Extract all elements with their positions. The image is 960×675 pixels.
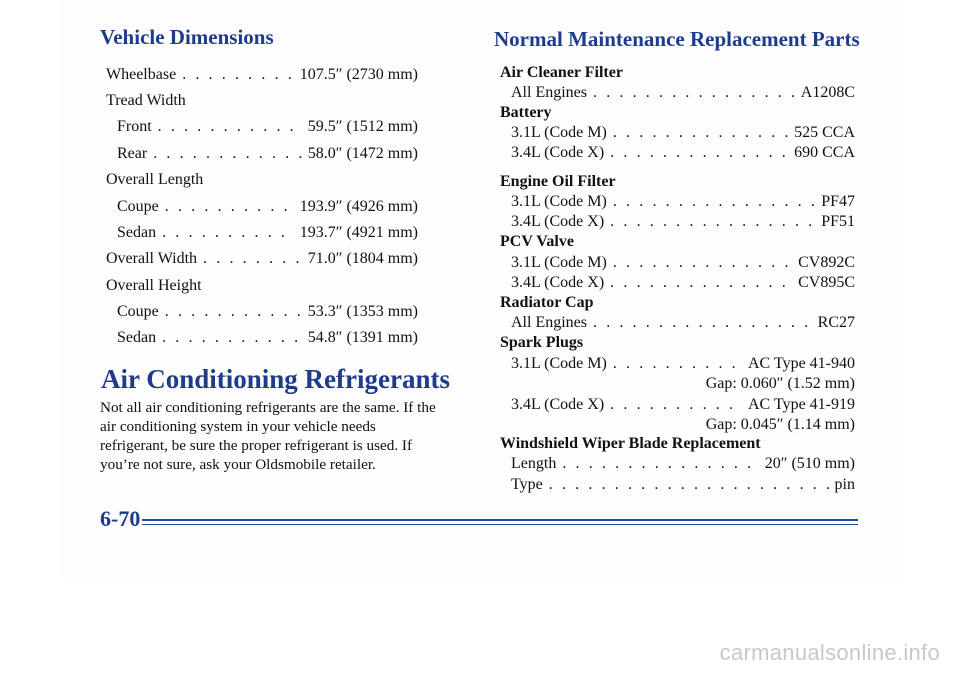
dot-leader [610, 213, 815, 231]
wiper-type-row [511, 476, 855, 494]
spark-plug-x-value: AC Type 41-919 [747, 396, 855, 413]
maintenance-parts-heading: Normal Maintenance Replacement Parts [494, 27, 860, 51]
dot-leader [610, 274, 792, 292]
pcv-x-value: CV895C [798, 274, 855, 291]
vehicle-dimensions-heading: Vehicle Dimensions [100, 25, 274, 49]
front-value: 59.5″ (1512 mm) [307, 118, 418, 135]
oil-filter-heading: Engine Oil Filter [500, 173, 616, 190]
front-tread-row [117, 118, 418, 136]
air-cleaner-heading: Air Cleaner Filter [500, 64, 623, 81]
page-number: 6-70 [100, 506, 141, 531]
all-engines-label: All Engines [511, 314, 587, 331]
battery-heading: Battery [500, 104, 552, 121]
overall-height-label: Overall Height [106, 277, 202, 294]
dot-leader [203, 250, 302, 268]
air-cleaner-value: A1208C [800, 84, 855, 101]
air-cleaner-row [511, 84, 855, 102]
refrigerant-paragraph: Not all air conditioning refrigerants are the same. If the air conditioning system in your vehicle needs refrigerant, be sure the proper refrigerant is used. If you’re not sure, ask your Oldsmobile retailer. [100, 399, 436, 473]
dot-leader [613, 254, 792, 272]
dot-leader [562, 455, 758, 473]
pcv-m-value: CV892C [798, 254, 855, 271]
dot-leader [549, 476, 829, 494]
length-coupe-row [117, 198, 418, 216]
rear-tread-row [117, 145, 418, 163]
code-x-label: 3.4L (Code X) [511, 213, 605, 230]
wiper-length-row [511, 455, 855, 473]
overall-width-row [106, 250, 418, 268]
overall-length-label: Overall Length [106, 171, 204, 188]
length-label: Length [511, 455, 557, 472]
wheelbase-value: 107.5″ (2730 mm) [299, 66, 418, 83]
type-label: Type [511, 476, 543, 493]
code-m-label: 3.1L (Code M) [511, 355, 607, 372]
pcv-valve-heading: PCV Valve [500, 233, 574, 250]
wiper-type-value: pin [834, 476, 855, 493]
battery-row-x [511, 144, 855, 162]
dot-leader [165, 198, 294, 216]
sedan-label: Sedan [117, 329, 157, 346]
oil-filter-m-value: PF47 [821, 193, 855, 210]
wiper-length-value: 20″ (510 mm) [764, 455, 855, 472]
rear-label: Rear [117, 145, 148, 162]
battery-row-m [511, 124, 855, 142]
dot-leader [182, 66, 294, 84]
code-x-label: 3.4L (Code X) [511, 274, 605, 291]
battery-m-value: 525 CCA [794, 124, 855, 141]
spark-plug-row-m [511, 355, 855, 373]
spark-plug-row-x [511, 396, 855, 414]
air-conditioning-heading: Air Conditioning Refrigerants [101, 364, 450, 394]
overall-width-value: 71.0″ (1804 mm) [307, 250, 418, 267]
coupe-length-value: 193.9″ (4926 mm) [299, 198, 418, 215]
dot-leader [165, 303, 302, 321]
height-sedan-row [117, 329, 418, 347]
all-engines-label: All Engines [511, 84, 587, 101]
height-coupe-row [117, 303, 418, 321]
code-x-label: 3.4L (Code X) [511, 144, 605, 161]
dot-leader [162, 224, 294, 242]
dot-leader [613, 193, 815, 211]
pcv-row-m [511, 254, 855, 272]
code-x-label: 3.4L (Code X) [511, 396, 605, 413]
dot-leader [610, 396, 742, 414]
spark-plug-x-gap: Gap: 0.045″ (1.14 mm) [705, 416, 855, 433]
dot-leader [158, 118, 302, 136]
length-sedan-row [117, 224, 418, 242]
oil-filter-row-m [511, 193, 855, 211]
dot-leader [610, 144, 788, 162]
spark-plug-m-value: AC Type 41-940 [747, 355, 855, 372]
dot-leader [593, 84, 795, 102]
code-m-label: 3.1L (Code M) [511, 254, 607, 271]
watermark: carmanualsonline.info [719, 640, 940, 665]
sedan-length-value: 193.7″ (4921 mm) [299, 224, 418, 241]
coupe-label: Coupe [117, 303, 159, 320]
dot-leader [593, 314, 812, 332]
dot-leader [613, 355, 742, 373]
radiator-cap-heading: Radiator Cap [500, 294, 594, 311]
code-m-label: 3.1L (Code M) [511, 124, 607, 141]
coupe-height-value: 53.3″ (1353 mm) [307, 303, 418, 320]
footer-rule-thin [142, 524, 858, 525]
spark-plug-m-gap: Gap: 0.060″ (1.52 mm) [705, 375, 855, 392]
sedan-height-value: 54.8″ (1391 mm) [307, 329, 418, 346]
dot-leader [162, 329, 302, 347]
radiator-cap-value: RC27 [817, 314, 855, 331]
tread-width-label: Tread Width [106, 92, 186, 109]
front-label: Front [117, 118, 152, 135]
overall-width-label: Overall Width [106, 250, 198, 267]
pcv-row-x [511, 274, 855, 292]
footer-rule [142, 519, 858, 521]
spark-plugs-heading: Spark Plugs [500, 334, 584, 351]
code-m-label: 3.1L (Code M) [511, 193, 607, 210]
wiper-blade-heading: Windshield Wiper Blade Replacement [500, 435, 761, 452]
oil-filter-row-x [511, 213, 855, 231]
battery-x-value: 690 CCA [794, 144, 855, 161]
rear-value: 58.0″ (1472 mm) [307, 145, 418, 162]
wheelbase-row [106, 66, 418, 84]
coupe-label: Coupe [117, 198, 159, 215]
wheelbase-label: Wheelbase [106, 66, 177, 83]
dot-leader [613, 124, 788, 142]
oil-filter-x-value: PF51 [821, 213, 855, 230]
sedan-label: Sedan [117, 224, 157, 241]
dot-leader [153, 145, 302, 163]
radiator-cap-row [511, 314, 855, 332]
